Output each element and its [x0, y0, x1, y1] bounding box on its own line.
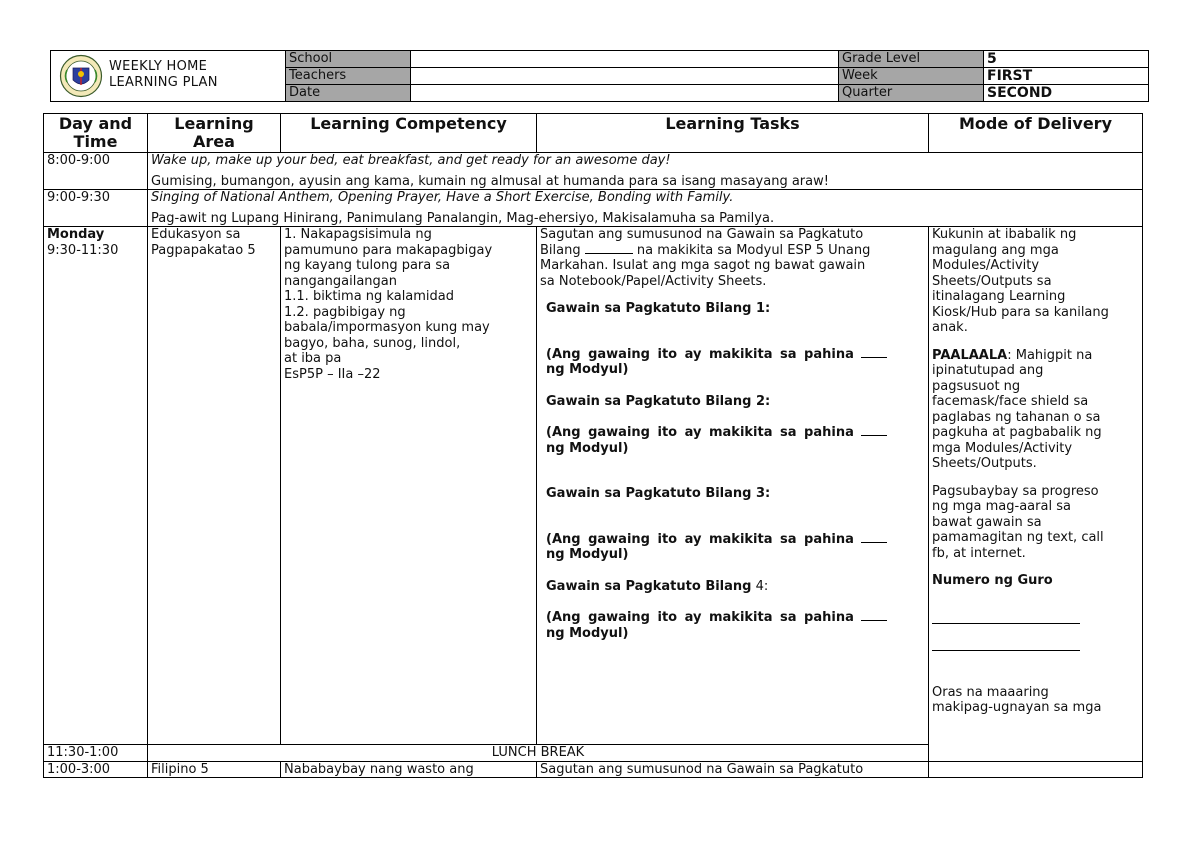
note-text: (Ang gawaing ito ay makikita sa pahina — [546, 531, 854, 547]
table-row — [44, 190, 1143, 227]
learning-area-cell: Filipino 5 — [148, 761, 281, 778]
routine-cell — [148, 190, 1143, 227]
gawain-3-note — [540, 532, 925, 548]
lunch-break-cell: LUNCH BREAK — [148, 745, 929, 762]
gawain-1-note-end: ng Modyul) — [546, 362, 629, 377]
blank-line[interactable] — [585, 243, 633, 254]
day-label: Monday — [47, 227, 105, 242]
mode-line: Pagsubaybay sa progreso — [932, 483, 1099, 499]
paalala-text: paglabas ng tahanan o sa — [932, 409, 1101, 425]
blank-line[interactable] — [861, 347, 887, 358]
grade-level-label: Grade Level — [839, 51, 984, 68]
deped-seal-logo — [59, 54, 103, 98]
plan-title-line1: WEEKLY HOME — [109, 59, 208, 74]
gawain-2-note-end: ng Modyul) — [546, 440, 629, 456]
mode-line: Sheets/Outputs sa — [932, 273, 1052, 289]
paalala-text: ipinatutupad ang — [932, 363, 1044, 378]
mode-line: magulang ang mga — [932, 242, 1059, 258]
date-field[interactable] — [411, 85, 839, 102]
mode-line: anak. — [932, 320, 968, 335]
column-header-row — [44, 114, 1143, 153]
learning-area-cell — [148, 227, 281, 745]
competency-line: babala/impormasyon kung may — [284, 320, 490, 335]
competency-line: pamumuno para makapagbigay — [284, 242, 493, 258]
note-text: (Ang gawaing ito ay makikita sa pahina — [546, 610, 854, 625]
header-table — [50, 50, 1149, 102]
routine-english: Wake up, make up your bed, eat breakfast, and get ready for an awesome day! — [151, 153, 671, 168]
mode-of-delivery-cell — [929, 761, 1143, 778]
quarter-label: Quarter — [839, 85, 984, 102]
paalala-line — [932, 348, 1139, 364]
gawain-4-note-end: ng Modyul) — [546, 625, 629, 641]
paalala-text: pagkuha at pagbabalik ng — [932, 425, 1102, 440]
tasks-intro: Sagutan ang sumusunod na Gawain sa Pagkatuto — [540, 227, 864, 242]
gawain-1-heading: Gawain sa Pagkatuto Bilang 1: — [546, 301, 771, 316]
competency-line: 1. Nakapagsisimula ng — [284, 227, 432, 242]
paalala-text: pagsusuot ng — [932, 378, 1021, 394]
competency-line: nangangailangan — [284, 273, 398, 289]
competency-line: at iba pa — [284, 351, 342, 366]
competency-cell: Nababaybay nang wasto ang — [281, 761, 537, 778]
time-cell: 11:30-1:00 — [44, 745, 148, 762]
tasks-intro: sa Notebook/Papel/Activity Sheets. — [540, 273, 767, 289]
gawain-1-note — [540, 347, 925, 363]
col-learning-competency: Learning Competency — [281, 114, 537, 153]
plan-title-line2: LEARNING PLAN — [109, 75, 218, 90]
competency-cell — [281, 227, 537, 745]
school-field[interactable] — [411, 51, 839, 68]
paalala-text: Sheets/Outputs. — [932, 456, 1037, 471]
table-row-filipino — [44, 761, 1143, 778]
mode-line: makipag-ugnayan sa mga — [932, 700, 1102, 715]
col-learning-area: Learning Area — [148, 114, 281, 153]
date-label: Date — [286, 85, 411, 102]
teacher-number-line-2[interactable] — [932, 636, 1080, 651]
paalala-text: : Mahigpit na — [1007, 347, 1093, 363]
paalala-text: mga Modules/Activity — [932, 440, 1073, 456]
table-row — [44, 153, 1143, 190]
mode-line: bawat gawain sa — [932, 514, 1042, 530]
blank-line[interactable] — [861, 532, 887, 543]
learning-tasks-cell: Sagutan ang sumusunod na Gawain sa Pagkatuto — [537, 761, 929, 778]
plan-title — [109, 59, 218, 91]
gawain-2-heading: Gawain sa Pagkatuto Bilang 2: — [546, 393, 771, 409]
numero-ng-guro-label: Numero ng Guro — [932, 573, 1053, 588]
quarter-value[interactable]: SECOND — [984, 85, 1149, 102]
tasks-intro-part: Bilang — [540, 242, 581, 258]
teacher-number-line-1[interactable] — [932, 609, 1080, 624]
col-day-time: Day and Time — [44, 114, 148, 153]
gawain-3-heading: Gawain sa Pagkatuto Bilang 3: — [546, 486, 771, 501]
competency-line: ng kayang tulong para sa — [284, 258, 451, 273]
mode-of-delivery-cell — [929, 227, 1143, 762]
teachers-field[interactable] — [411, 68, 839, 85]
title-cell — [51, 51, 286, 102]
learning-area-line: Pagpapakatao 5 — [151, 242, 256, 258]
mode-line: Kukunin at ibabalik ng — [932, 227, 1077, 242]
time-cell: 8:00-9:00 — [44, 153, 148, 190]
note-text: (Ang gawaing ito ay makikita sa pahina — [546, 425, 854, 440]
time-cell: 1:00-3:00 — [44, 761, 148, 778]
tasks-intro — [540, 243, 925, 259]
mode-line: fb, at internet. — [932, 545, 1026, 561]
gawain-4-number: 4: — [751, 578, 769, 594]
note-text: (Ang gawaing ito ay makikita sa pahina — [546, 346, 854, 362]
gawain-4-heading — [540, 579, 925, 595]
competency-code: EsP5P – IIa –22 — [284, 366, 381, 382]
routine-english: Singing of National Anthem, Opening Prayer, Have a Short Exercise, Bonding with Family. — [151, 190, 734, 205]
mode-line: ng mga mag-aaral sa — [932, 499, 1071, 514]
paalala-label: PAALAALA — [932, 347, 1008, 363]
week-label: Week — [839, 68, 984, 85]
mode-line: pamamagitan ng text, call — [932, 530, 1104, 545]
routine-cell — [148, 153, 1143, 190]
gawain-3-note-end: ng Modyul) — [546, 547, 629, 562]
plan-table — [43, 113, 1143, 778]
competency-line: 1.2. pagbibigay ng — [284, 304, 406, 320]
gawain-4-note — [540, 610, 925, 626]
mode-line: itinalagang Learning — [932, 289, 1066, 304]
mode-line: Modules/Activity — [932, 258, 1040, 273]
paalala-text: facemask/face shield sa — [932, 394, 1089, 409]
competency-line: 1.1. biktima ng kalamidad — [284, 289, 455, 304]
time-label: 9:30-11:30 — [47, 242, 119, 258]
mode-line: Kiosk/Hub para sa kanilang — [932, 304, 1109, 320]
grade-level-value[interactable]: 5 — [984, 51, 1149, 68]
day-time-cell — [44, 227, 148, 745]
col-learning-tasks: Learning Tasks — [537, 114, 929, 153]
col-mode-of-delivery: Mode of Delivery — [929, 114, 1143, 153]
blank-line[interactable] — [861, 425, 887, 436]
mode-line: Oras na maaaring — [932, 684, 1049, 700]
time-cell: 9:00-9:30 — [44, 190, 148, 227]
routine-filipino: Gumising, bumangon, ayusin ang kama, kumain ng almusal at humanda para sa isang masayang araw! — [151, 173, 829, 189]
competency-line: bagyo, baha, sunog, lindol, — [284, 335, 461, 351]
tasks-intro: Markahan. Isulat ang mga sagot ng bawat gawain — [540, 258, 866, 273]
teachers-label: Teachers — [286, 68, 411, 85]
learning-tasks-cell — [537, 227, 929, 745]
gawain-2-note — [540, 425, 925, 441]
week-value[interactable]: FIRST — [984, 68, 1149, 85]
school-label: School — [286, 51, 411, 68]
tasks-intro-part: na makikita sa Modyul ESP 5 Unang — [636, 242, 871, 258]
blank-line[interactable] — [861, 610, 887, 621]
gawain-4-heading-bold: Gawain sa Pagkatuto Bilang — [546, 578, 752, 594]
routine-filipino: Pag-awit ng Lupang Hinirang, Panimulang Panalangin, Mag-ehersiyo, Makisalamuha sa Pamilya. — [151, 210, 775, 226]
table-row-monday — [44, 227, 1143, 745]
learning-area-line: Edukasyon sa — [151, 227, 241, 242]
